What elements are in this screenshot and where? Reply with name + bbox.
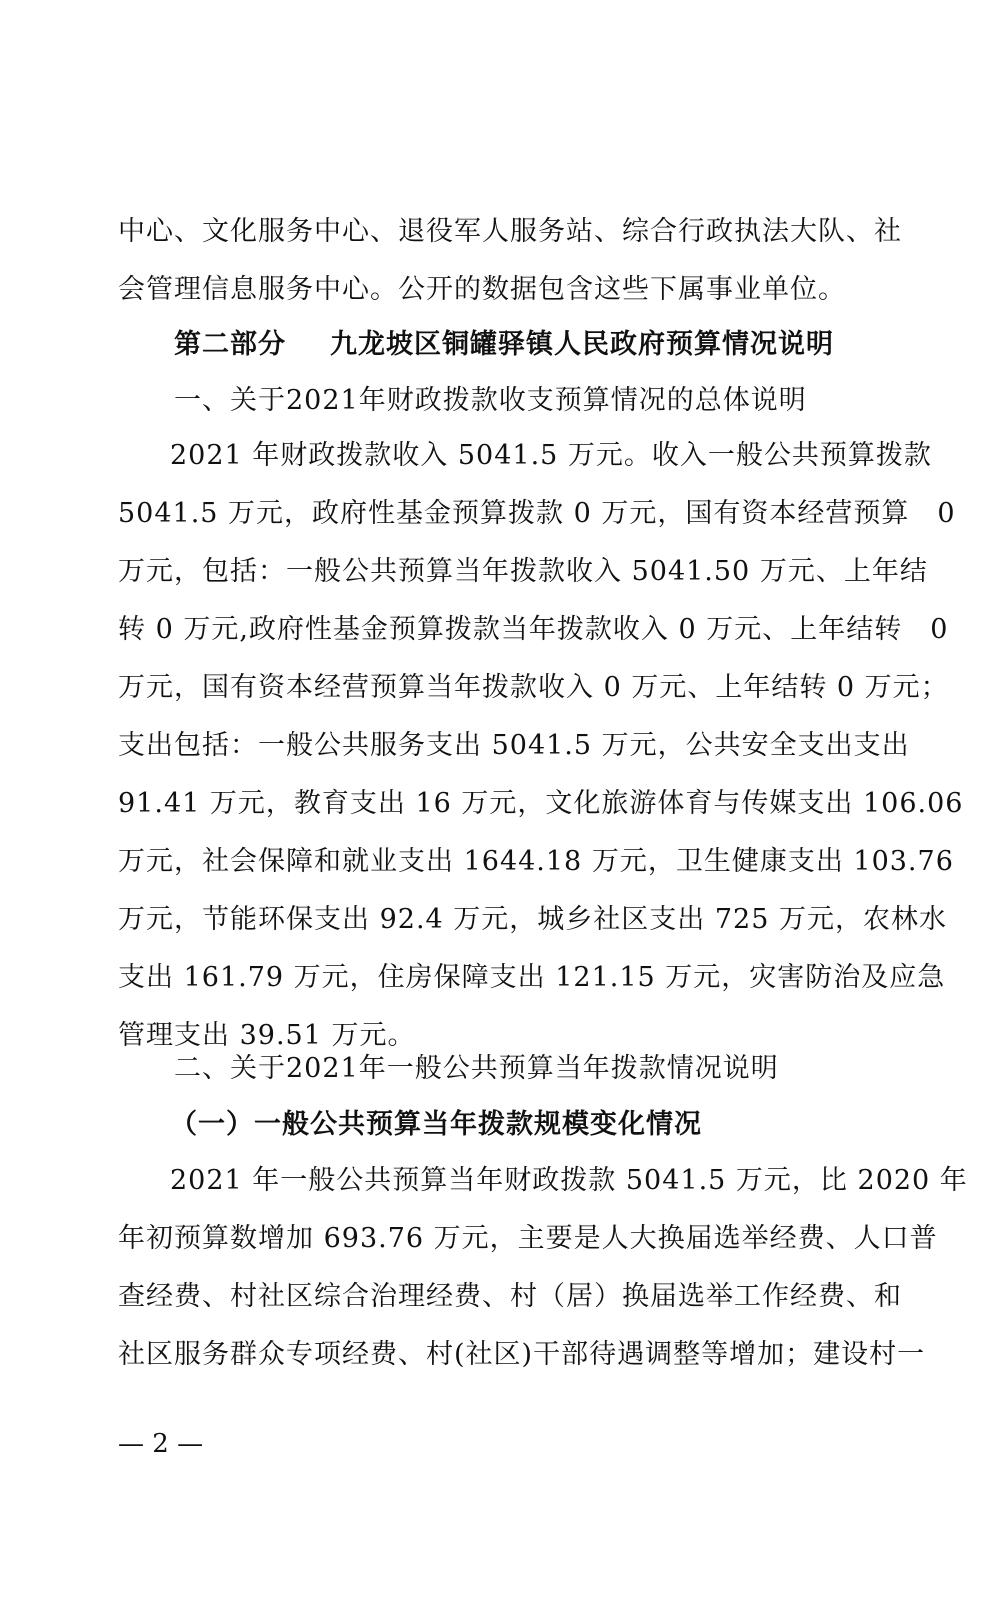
paragraph-line: 2021 年一般公共预算当年财政拨款 5041.5 万元，比 2020 年 [170, 1165, 968, 1196]
paragraph-line: 转 0 万元,政府性基金预算拨款当年拨款收入 0 万元、上年结转 0 [118, 614, 949, 645]
paragraph-line: 91.41 万元，教育支出 16 万元，文化旅游体育与传媒支出 106.06 [118, 788, 964, 819]
intro-paragraph [118, 203, 902, 319]
section2-paragraph [118, 1152, 968, 1384]
paragraph-line: 万元，国有资本经营预算当年拨款收入 0 万元、上年结转 0 万元； [118, 672, 949, 703]
part-title: 九龙坡区铜罐驿镇人民政府预算情况说明 [330, 329, 834, 360]
section2-heading: 二、关于2021年一般公共预算当年拨款情况说明 [174, 1053, 779, 1084]
paragraph-line: 年初预算数增加 693.76 万元，主要是人大换届选举经费、人口普 [118, 1223, 938, 1254]
paragraph-line: 5041.5 万元，政府性基金预算拨款 0 万元，国有资本经营预算 0 [118, 498, 956, 529]
paragraph-line: 管理支出 39.51 万元。 [118, 1020, 416, 1051]
page-number: — 2 — [118, 1429, 204, 1459]
part-heading [174, 316, 834, 374]
paragraph-line: 支出包括：一般公共服务支出 5041.5 万元，公共安全支出支出 [118, 730, 910, 761]
paragraph-line: 万元，包括：一般公共预算当年拨款收入 5041.50 万元、上年结 [118, 556, 928, 587]
paragraph-line: 支出 161.79 万元，住房保障支出 121.15 万元，灾害防治及应急 [118, 962, 946, 993]
section1-paragraph [118, 427, 964, 1065]
paragraph-line: 会管理信息服务中心。公开的数据包含这些下属事业单位。 [118, 274, 846, 305]
section1-heading: 一、关于2021年财政拨款收支预算情况的总体说明 [174, 385, 807, 416]
part-label: 第二部分 [174, 329, 286, 360]
paragraph-line: 2021 年财政拨款收入 5041.5 万元。收入一般公共预算拨款 [170, 440, 932, 471]
paragraph-line: 社区服务群众专项经费、村(社区)干部待遇调整等增加；建设村一 [118, 1339, 926, 1370]
paragraph-line: 中心、文化服务中心、退役军人服务站、综合行政执法大队、社 [118, 216, 902, 247]
section2-subheading: （一）一般公共预算当年拨款规模变化情况 [170, 1109, 702, 1140]
paragraph-line: 万元，社会保障和就业支出 1644.18 万元，卫生健康支出 103.76 [118, 846, 954, 877]
paragraph-line: 查经费、村社区综合治理经费、村（居）换届选举工作经费、和 [118, 1281, 902, 1312]
paragraph-line: 万元，节能环保支出 92.4 万元，城乡社区支出 725 万元，农林水 [118, 904, 947, 935]
